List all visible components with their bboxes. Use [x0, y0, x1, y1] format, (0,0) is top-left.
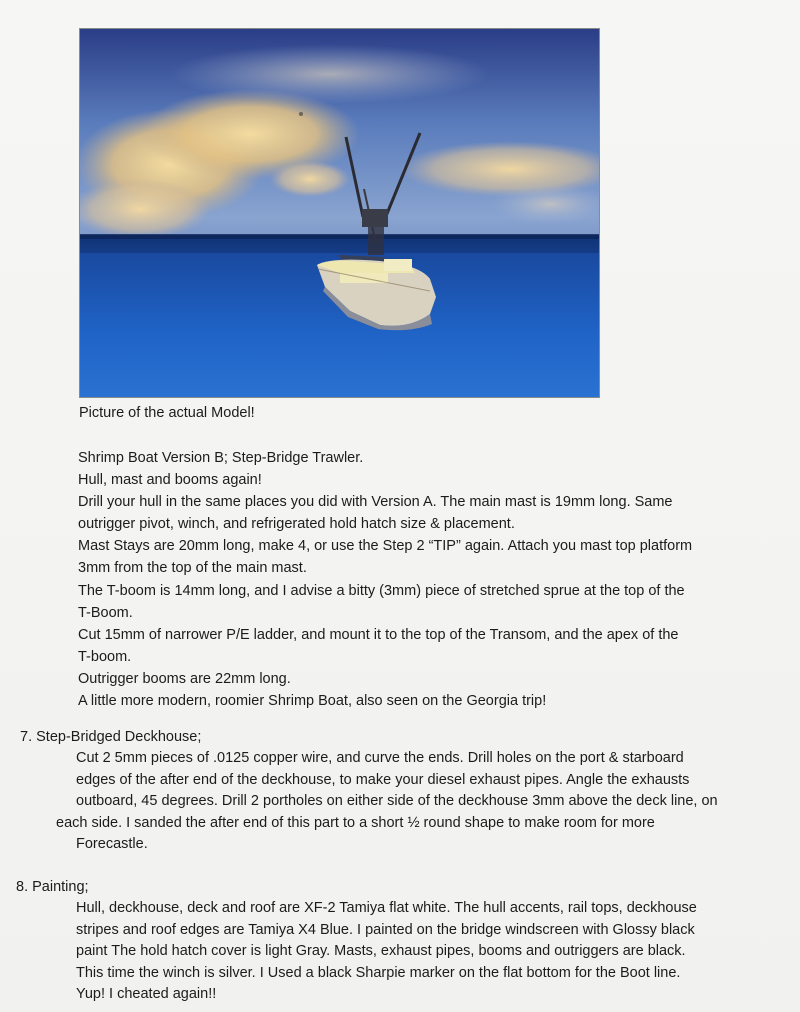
- intro-line: T-boom.: [78, 648, 132, 665]
- step-7-line: Cut 2 5mm pieces of .0125 copper wire, and curve the ends. Drill holes on the port & starboard: [76, 750, 684, 767]
- step-8-line: Hull, deckhouse, deck and roof are XF-2 Tamiya flat white. The hull accents, rail tops, deckhouse: [76, 900, 697, 917]
- step-7-line: outboard, 45 degrees. Drill 2 portholes on either side of the deckhouse 3mm above the deck line, on: [76, 793, 718, 810]
- step-8-line: paint The hold hatch cover is light Gray. Masts, exhaust pipes, booms and outriggers are black.: [76, 943, 686, 960]
- step-8-section: [16, 877, 796, 1005]
- intro-line: Shrimp Boat Version B; Step-Bridge Trawler.: [78, 450, 364, 466]
- step-7-heading: 7. Step-Bridged Deckhouse;: [20, 729, 202, 745]
- step-7-line: each side. I sanded the after end of this part to a short ½ round shape to make room for more: [56, 814, 655, 831]
- intro-line: Cut 15mm of narrower P/E ladder, and mount it to the top of the Transom, and the apex of the: [78, 626, 679, 643]
- shrimp-boat-photo: [79, 28, 600, 398]
- step-7-section: [20, 727, 800, 855]
- step-7-line: edges of the after end of the deckhouse, to make your diesel exhaust pipes. Angle the exhausts: [76, 771, 690, 788]
- intro-line: Hull, mast and booms again!: [78, 472, 262, 489]
- step-8-line: stripes and roof edges are Tamiya X4 Blue. I painted on the bridge windscreen with Glossy black: [76, 921, 695, 938]
- step-8-line: Yup! I cheated again!!: [76, 986, 217, 1003]
- photo-caption: Picture of the actual Model!: [79, 405, 255, 421]
- intro-line: A little more modern, roomier Shrimp Boat, also seen on the Georgia trip!: [78, 693, 547, 710]
- intro-line: Outrigger booms are 22mm long.: [78, 670, 291, 687]
- boat-model-image: [80, 29, 599, 397]
- step-7-line: Forecastle.: [76, 836, 148, 853]
- intro-line: The T-boom is 14mm long, and I advise a bitty (3mm) piece of stretched sprue at the top of the: [78, 582, 685, 599]
- intro-line: Mast Stays are 20mm long, make 4, or use the Step 2 “TIP” again. Attach you mast top platform: [78, 538, 693, 555]
- intro-line: T-Boom.: [78, 604, 133, 621]
- version-b-intro: [78, 447, 796, 712]
- step-8-heading: 8. Painting;: [16, 879, 89, 895]
- intro-line: Drill your hull in the same places you did with Version A. The main mast is 19mm long. Same: [78, 494, 673, 511]
- intro-line: outrigger pivot, winch, and refrigerated hold hatch size & placement.: [78, 516, 515, 533]
- intro-line: 3mm from the top of the main mast.: [78, 560, 307, 577]
- step-8-line: This time the winch is silver. I Used a black Sharpie marker on the flat bottom for the Boot line.: [76, 964, 681, 981]
